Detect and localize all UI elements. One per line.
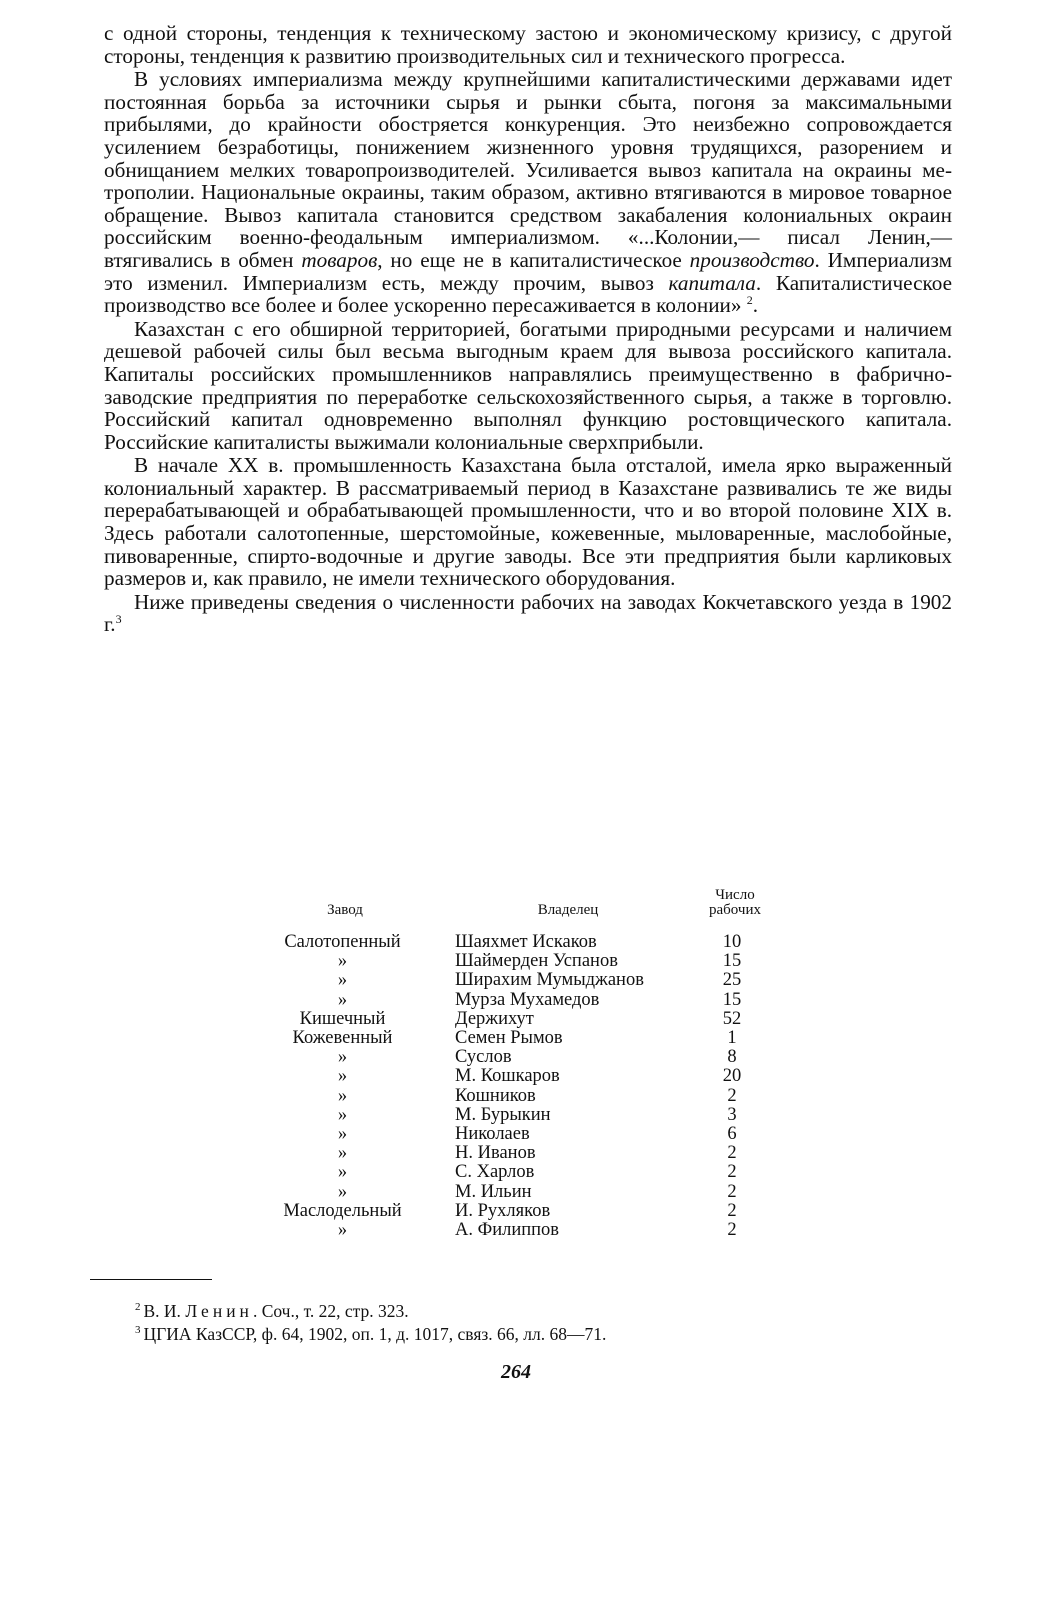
text-run: В начале XX в. промышленность Казахстана была отсталой, имела ярко выраженный колониальный характер. В рассматриваемый период в Казахстане развивались те же виды перерабатывающей и обрабатывающей промышленности, что и во второй половине XIX в. Здесь работали салотопенные, шерстомойные, кожевенные, мыловаренные, маслобойные, пивоваренные, спирто-водочные и другие заводы. Все эти предприятия были карликовых размеров и, как правило, не имели технического оборудования.: [104, 453, 952, 591]
table-row: [250, 1048, 810, 1067]
cell-owner: Николаев: [455, 1124, 530, 1145]
cell-count: 15: [722, 951, 742, 972]
cell-count: 8: [727, 1047, 737, 1068]
cell-count: 15: [722, 989, 742, 1010]
paragraph: [104, 454, 952, 590]
paragraph: [104, 68, 952, 317]
footnote: [135, 1323, 606, 1346]
cell-owner: М. Бурыкин: [455, 1104, 551, 1125]
cell-owner: И. Рухляков: [455, 1200, 551, 1221]
table-row: [250, 1029, 810, 1048]
footnote-author: В. И.: [143, 1301, 186, 1321]
cell-count: 2: [727, 1200, 737, 1221]
cell-owner: Кошников: [455, 1085, 536, 1106]
text-run: Ниже приведены сведения о численности рабочих на заводах Кокчетавского уезда в 1902 г.: [104, 589, 952, 637]
cell-zavod: Кишечный: [299, 1008, 386, 1029]
footnote-text: . Соч., т. 22, стр. 323.: [252, 1301, 409, 1321]
table-row: [250, 1106, 810, 1125]
cell-zavod: »: [337, 1181, 348, 1202]
cell-owner: Суслов: [455, 1047, 512, 1068]
table-row: [250, 1163, 810, 1182]
cell-zavod: Кожевенный: [292, 1028, 393, 1049]
table-row: [250, 1183, 810, 1202]
paragraph: [104, 318, 952, 454]
cell-zavod: »: [337, 1162, 348, 1183]
text-run: .: [752, 293, 759, 318]
table-row: [250, 933, 810, 952]
footnotes: [135, 1300, 606, 1346]
cell-count: 2: [727, 1143, 737, 1164]
cell-owner: Ширахим Мумыджанов: [455, 970, 644, 991]
table-header: [250, 883, 810, 933]
cell-count: 10: [722, 932, 742, 952]
header-owner: Владелец: [537, 902, 599, 918]
italic-text: товаров: [301, 247, 378, 272]
cell-owner: С. Харлов: [455, 1162, 535, 1183]
cell-owner: Держихут: [455, 1008, 534, 1029]
text-run: с одной стороны, тенденция к техническому застою и экономическому кризису, с другой стороны, тенденция к развитию производительных сил и технического прогресса.: [104, 21, 952, 68]
header-zavod: Завод: [327, 902, 363, 918]
cell-zavod: »: [337, 1104, 348, 1125]
cell-count: 2: [727, 1220, 737, 1241]
paragraph: [104, 591, 952, 636]
text-run: . Империализм это изменил. Империализм есть, между прочим, вывоз: [104, 247, 952, 295]
footnote-ref: 3: [115, 612, 122, 627]
cell-owner: Шаяхмет Искаков: [455, 932, 597, 952]
cell-zavod: Маслодельный: [283, 1200, 402, 1221]
table-row: [250, 1144, 810, 1163]
cell-zavod: »: [337, 1085, 348, 1106]
header-count-line2: рабочих: [709, 902, 761, 918]
text-run: . Капиталистическое производство все более и более ускоренно пересаживается в колонии»: [104, 270, 952, 318]
footnote-ref: 2: [746, 293, 753, 308]
cell-count: 25: [722, 970, 742, 991]
header-count-line1: Число: [715, 887, 755, 903]
body-text: [104, 22, 952, 636]
paragraph: [104, 22, 952, 67]
cell-owner: М. Кошкаров: [455, 1066, 560, 1087]
footnote-rule: [90, 1279, 212, 1280]
workers-table: [250, 883, 810, 1240]
table-row: [250, 1087, 810, 1106]
cell-zavod: »: [337, 1220, 348, 1241]
cell-owner: М. Ильин: [455, 1181, 532, 1202]
cell-zavod: »: [337, 970, 348, 991]
cell-count: 52: [722, 1008, 742, 1029]
cell-owner: Шаймерден Успанов: [455, 951, 618, 972]
page-number: 264: [501, 1361, 531, 1383]
footnote-author-spaced: Ленин: [185, 1301, 253, 1321]
italic-text: производство: [689, 247, 815, 272]
cell-zavod: »: [337, 1124, 348, 1145]
cell-zavod: »: [337, 989, 348, 1010]
cell-zavod: Салотопенный: [284, 932, 401, 952]
cell-zavod: »: [337, 1066, 348, 1087]
cell-count: 1: [727, 1028, 737, 1049]
cell-count: 3: [727, 1104, 737, 1125]
table-row: [250, 1067, 810, 1086]
table-row: [250, 1010, 810, 1029]
header-count: [690, 888, 780, 918]
table-body: [250, 933, 810, 1240]
footnote-number: 3: [135, 1324, 141, 1337]
footnote-number: 2: [135, 1301, 141, 1314]
cell-zavod: »: [337, 951, 348, 972]
cell-owner: Мурза Мухамедов: [455, 989, 600, 1010]
text-run: В условиях империализма между крупнейшими капиталистическими державами идет постоянная борьба за источники сырья и рынки сбыта, погоня за максимальными прибылями, до крайности обостряется конкуренция. Это неизбежно сопровождается усилением безработицы, понижением жизненного уровня трудящихся, разорением и обнищанием мелких товаропроизводителей. Усиливается вывоз капитала на окраины метрополии. Национальные окраины, таким образом, активно втягиваются в мировое товарное обращение. Вывоз капитала становится средством закабаления колониальных окраин российским военно-феодальным империализмом. «...Колонии,— писал Ленин,— втягивались в обмен: [104, 67, 952, 272]
italic-text: капитала: [668, 270, 756, 295]
cell-count: 2: [727, 1162, 737, 1183]
text-run: , но еще не в капиталистическое: [377, 247, 690, 272]
table-row: [250, 971, 810, 990]
cell-count: 6: [727, 1124, 737, 1145]
cell-count: 2: [727, 1085, 737, 1106]
cell-owner: Н. Иванов: [455, 1143, 536, 1164]
cell-count: 20: [722, 1066, 742, 1087]
footnote: [135, 1300, 606, 1323]
cell-count: 2: [727, 1181, 737, 1202]
cell-zavod: »: [337, 1143, 348, 1164]
text-run: Казахстан с его обширной территорией, богатыми природными ресурсами и наличием дешевой рабочей силы был весьма выгодным краем для вывоза российского капитала. Капиталы российских промышленников направлялись преимущественно в фабрично-заводские предприятия по переработке сельскохозяйственного сырья, а также в торговлю. Российский капитал одновременно выполнял функцию ростовщического капитала. Российские капиталисты выжимали колониальные сверхприбыли.: [104, 316, 952, 454]
table-row: [250, 1202, 810, 1221]
cell-zavod: »: [337, 1047, 348, 1068]
footnote-text: ЦГИА КазССР, ф. 64, 1902, оп. 1, д. 1017, связ. 66, лл. 68—71.: [143, 1324, 607, 1344]
table-row: [250, 1221, 810, 1240]
cell-owner: Семен Рымов: [455, 1028, 563, 1049]
table-row: [250, 991, 810, 1010]
table-row: [250, 1125, 810, 1144]
cell-owner: А. Филиппов: [455, 1220, 560, 1241]
table-row: [250, 952, 810, 971]
